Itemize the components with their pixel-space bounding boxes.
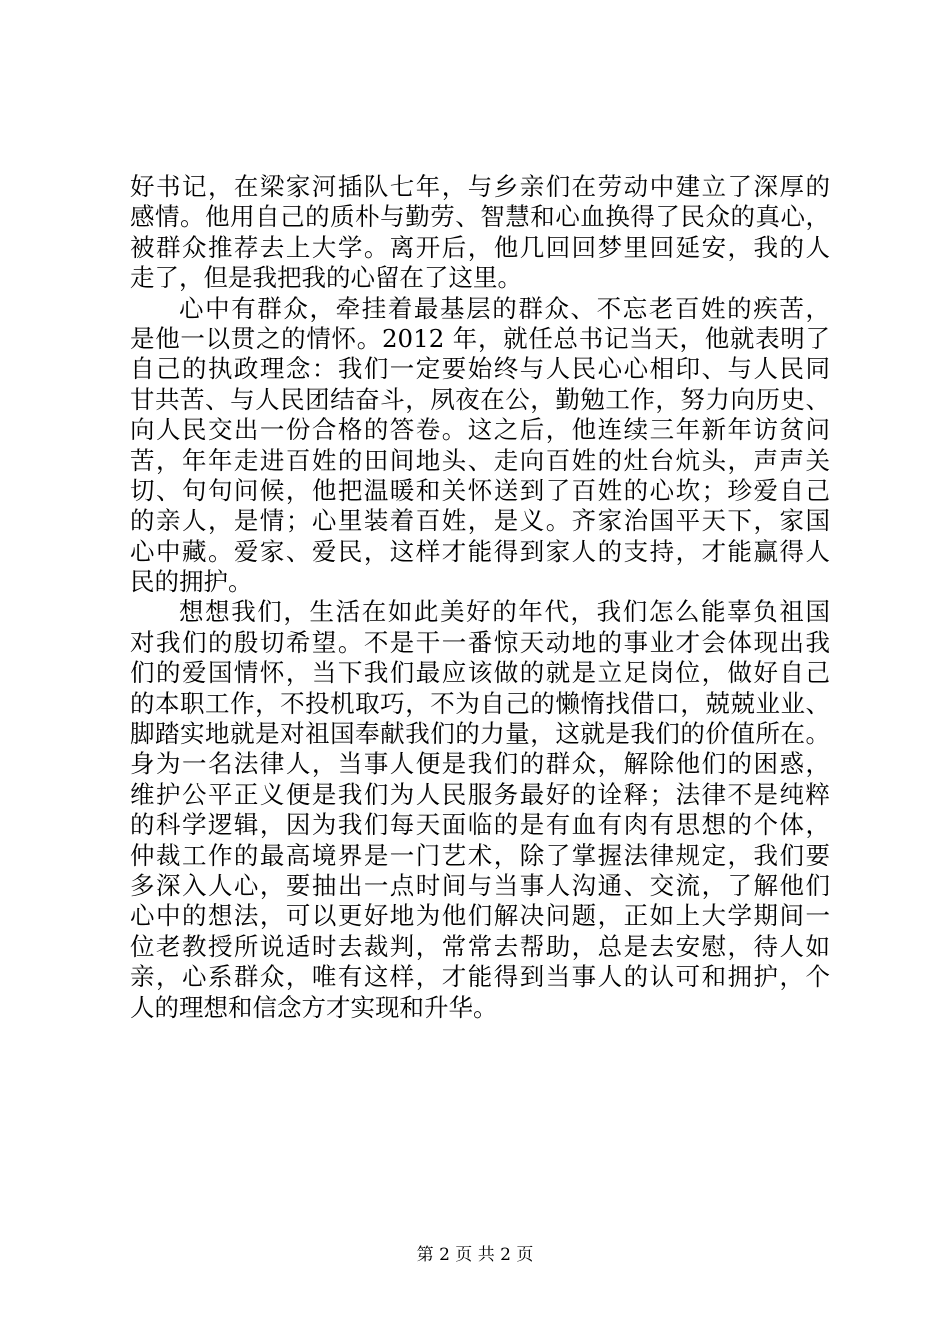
paragraph-2-line-3: 自己的执政理念：我们一定要始终与人民心心相印、与人民同 — [130, 354, 830, 384]
paragraph-3-line-2: 对我们的殷切希望。不是干一番惊天动地的事业才会体现出我 — [130, 627, 830, 657]
paragraph-3-line-6: 身为一名法律人，当事人便是我们的群众，解除他们的困惑， — [130, 749, 830, 779]
paragraph-2-line-1: 心中有群众，牵挂着最基层的群众、不忘老百姓的疾苦， — [179, 293, 830, 323]
paragraph-1-line-1: 好书记，在梁家河插队七年，与乡亲们在劳动中建立了深厚的 — [130, 172, 830, 201]
paragraph-3-line-1: 想想我们，生活在如此美好的年代，我们怎么能辜负祖国 — [179, 597, 830, 627]
paragraph-1-line-4: 走了，但是我把我的心留在了这里。 — [130, 263, 522, 293]
paragraph-2-line-5: 向人民交出一份合格的答卷。这之后，他连续三年新年访贫问 — [130, 415, 830, 445]
paragraph-1-line-2: 感情。他用自己的质朴与勤劳、智慧和心血换得了民众的真心， — [130, 202, 830, 232]
document-body — [130, 172, 830, 1023]
paragraph-2-line-7: 切、句句问候，他把温暖和关怀送到了百姓的心坎；珍爱自己 — [130, 475, 830, 505]
paragraph-3-line-11: 心中的想法，可以更好地为他们解决问题，正如上大学期间一 — [130, 901, 830, 931]
paragraph-2-line-10: 民的拥护。 — [130, 567, 253, 597]
paragraph-3-line-12: 位老教授所说适时去裁判，常常去帮助，总是去安慰，待人如 — [130, 931, 830, 961]
paragraph-2-line-6: 苦，年年走进百姓的田间地头、走向百姓的灶台炕头，声声关 — [130, 445, 830, 475]
paragraph-2-line-8: 的亲人，是情；心里装着百姓，是义。齐家治国平天下，家国 — [130, 506, 830, 536]
paragraph-3-line-3: 们的爱国情怀，当下我们最应该做的就是立足岗位，做好自己 — [130, 658, 830, 688]
paragraph-3-line-8: 的科学逻辑，因为我们每天面临的是有血有肉有思想的个体， — [130, 810, 830, 840]
paragraph-3-line-9: 仲裁工作的最高境界是一门艺术，除了掌握法律规定，我们要 — [130, 840, 830, 870]
paragraph-3-line-14: 人的理想和信念方才实现和升华。 — [130, 992, 498, 1022]
paragraph-1-line-3: 被群众推荐去上大学。离开后，他几回回梦里回延安，我的人 — [130, 232, 830, 262]
paragraph-3-line-5: 脚踏实地就是对祖国奉献我们的力量，这就是我们的价值所在。 — [130, 719, 830, 749]
paragraph-2-line-9: 心中藏。爱家、爱民，这样才能得到家人的支持，才能赢得人 — [130, 536, 830, 566]
paragraph-2-line-4: 甘共苦、与人民团结奋斗，夙夜在公，勤勉工作，努力向历史、 — [130, 384, 830, 414]
paragraph-3-line-10: 多深入人心，要抽出一点时间与当事人沟通、交流，了解他们 — [130, 870, 830, 900]
paragraph-3-line-13: 亲，心系群众，唯有这样，才能得到当事人的认可和拥护，个 — [130, 962, 830, 992]
page-number-footer: 第 2 页 共 2 页 — [416, 1245, 534, 1265]
paragraph-3-line-7: 维护公平正义便是我们为人民服务最好的诠释；法律不是纯粹 — [130, 779, 830, 809]
paragraph-3-line-4: 的本职工作，不投机取巧，不为自己的懒惰找借口，兢兢业业、 — [130, 688, 830, 718]
paragraph-2-line-2: 是他一以贯之的情怀。2012 年，就任总书记当天，他就表明了 — [130, 323, 830, 353]
